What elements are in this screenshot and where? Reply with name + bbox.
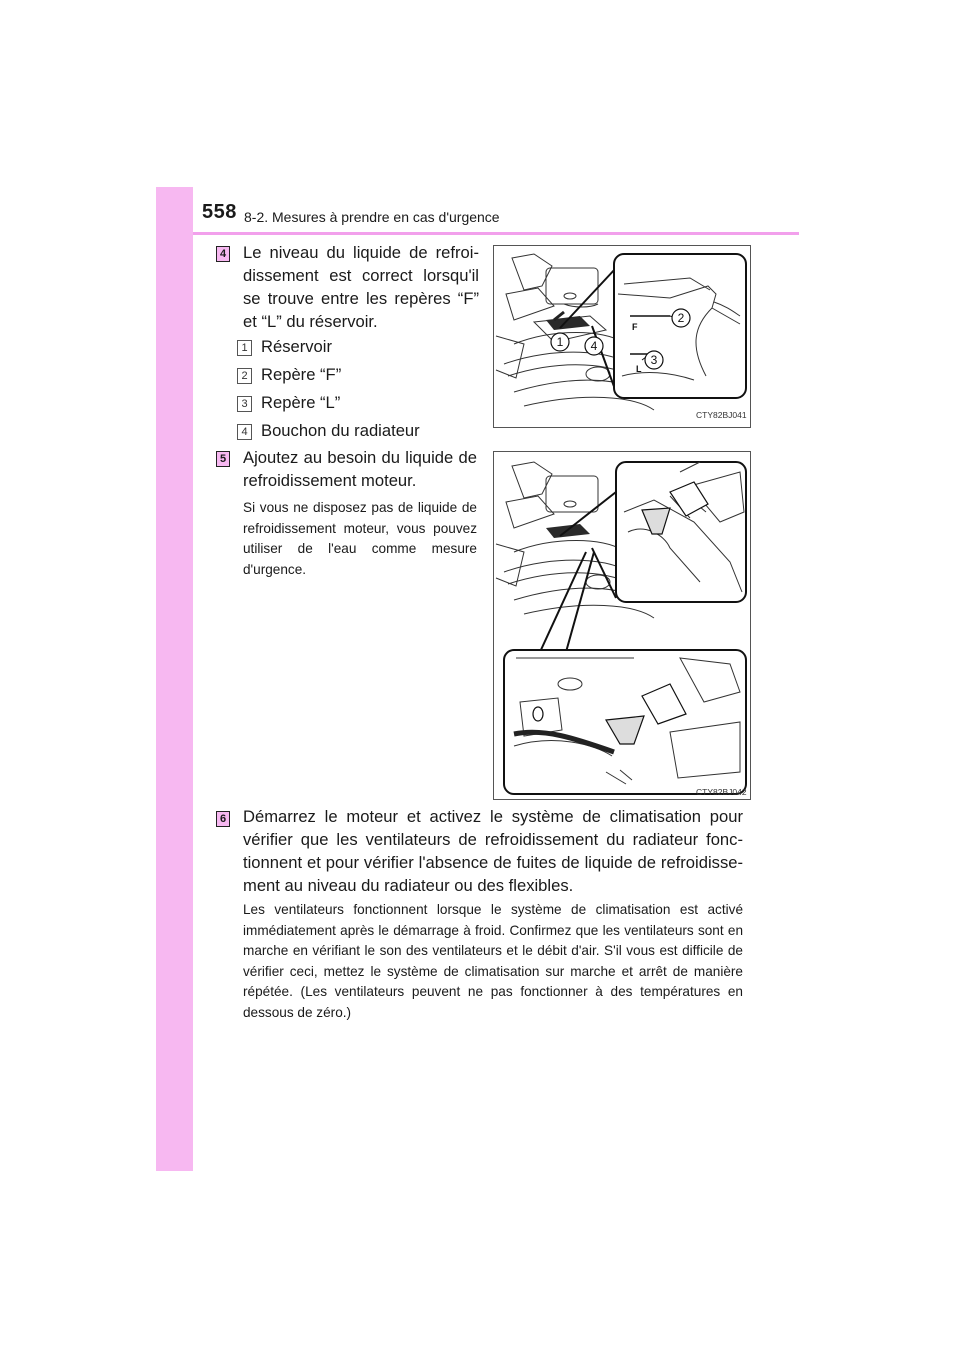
figure-adding-coolant — [493, 451, 751, 800]
legend-label: Réservoir — [261, 337, 333, 356]
legend-item-radiator-cap — [237, 421, 420, 441]
legend-number: 1 — [237, 340, 252, 356]
callout-2: 2 — [677, 311, 685, 325]
mark-f-label: F — [632, 322, 638, 332]
step-5-text: Ajoutez au besoin du liquide de refroidissement moteur. — [243, 448, 477, 490]
figure-code: CTY82BJ042 — [696, 787, 747, 797]
page-number: 558 — [202, 201, 237, 223]
step-4-text: Le niveau du liquide de refroi-dissement est correct lorsqu'il se trouve entre les repères “F” et “L” du réservoir. — [243, 243, 479, 331]
section-title: 8-2. Mesures à prendre en cas d'urgence — [244, 209, 500, 225]
step-badge-4: 4 — [216, 246, 230, 262]
step-6-text: Démarrez le moteur et activez le système de climatisation pour vérifier que les ventilateurs de refroidissement du radiateur fonc-tionnent et pour vérifier l'absence de fuites de liquide de refroidisse-ment au niveau du radiateur ou des flexibles. — [243, 807, 743, 895]
engine-bay-illustration — [494, 246, 750, 427]
figure-code: CTY82BJ041 — [696, 410, 747, 420]
legend-number: 4 — [237, 424, 252, 440]
legend-item-mark-f — [237, 365, 341, 385]
figure-coolant-reservoir — [493, 245, 751, 428]
step-badge-5: 5 — [216, 451, 230, 467]
mark-l-label: L — [636, 364, 642, 374]
step-6-note: Les ventilateurs fonctionnent lorsque le système de climatisation est activé immédiatement après le démarrage à froid. Confirmez que les ventilateurs sont en marche en vérifiant le son des ventilateurs et le débit d'air. S'il vous est difficile de vérifier ceci, mettez le système de climatisation sur marche et arrêt de manière répétée. (Les ventilateurs peuvent ne pas fonctionner à des températures en dessous de zéro.) — [243, 902, 743, 1020]
legend-item-mark-l — [237, 393, 340, 413]
step-5-note: Si vous ne disposez pas de liquide de refroidissement moteur, vous pouvez utiliser de l'eau comme mesure d'urgence. — [243, 500, 477, 577]
coolant-funnel-illustration — [494, 452, 750, 799]
legend-item-reservoir — [237, 337, 332, 357]
legend-label: Repère “L” — [261, 393, 341, 412]
callout-1: 1 — [556, 335, 564, 349]
legend-label: Bouchon du radiateur — [261, 421, 420, 440]
callout-4: 4 — [590, 339, 598, 353]
header-rule — [193, 232, 799, 235]
step-badge-6: 6 — [216, 811, 230, 827]
callout-3: 3 — [650, 353, 658, 367]
legend-number: 2 — [237, 368, 252, 384]
chapter-sidebar-tab — [156, 187, 193, 1171]
legend-number: 3 — [237, 396, 252, 412]
legend-label: Repère “F” — [261, 365, 342, 384]
